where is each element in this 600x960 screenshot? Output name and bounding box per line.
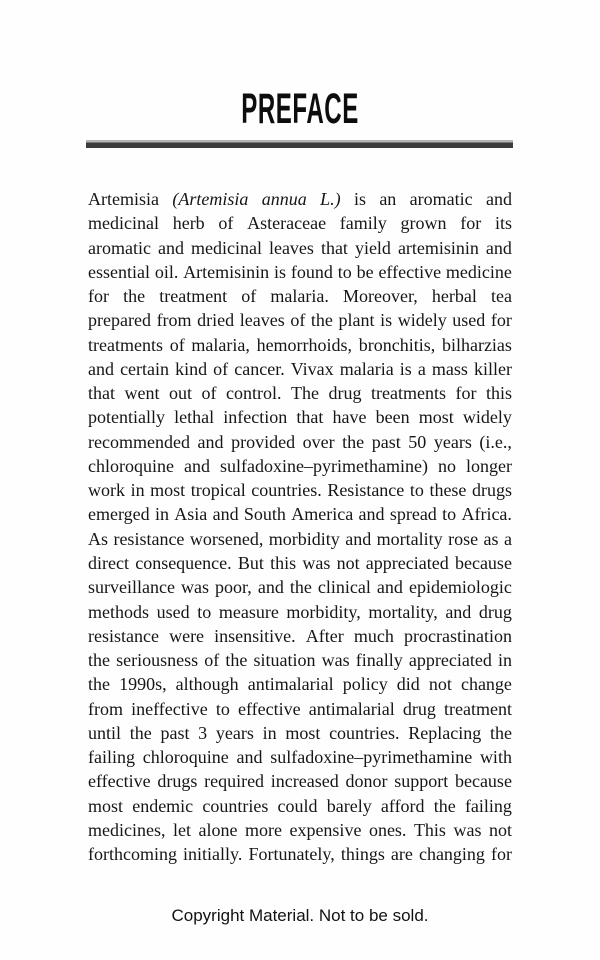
word: sulfadoxine–pyrimethamine) xyxy=(220,455,428,476)
word: Asia xyxy=(174,504,208,525)
word: This xyxy=(413,819,446,840)
word: aromatic xyxy=(88,237,151,258)
word: not xyxy=(488,819,512,840)
paragraph-line xyxy=(88,551,512,575)
title-container xyxy=(0,85,600,133)
word: a xyxy=(503,528,512,549)
word: barely xyxy=(326,795,372,816)
word: have xyxy=(332,407,367,428)
word: and xyxy=(345,528,372,549)
word: chloroquine xyxy=(142,747,229,768)
word: malaria, xyxy=(191,334,250,355)
word: used xyxy=(452,310,486,331)
word: and xyxy=(157,237,184,258)
word: things xyxy=(340,844,385,865)
paragraph-line xyxy=(88,405,512,429)
word: because xyxy=(454,552,512,573)
word: treatment xyxy=(443,698,512,719)
word: most xyxy=(150,480,186,501)
paragraph-line xyxy=(88,357,512,381)
word: and xyxy=(358,504,385,525)
word: years xyxy=(433,431,472,452)
word: Replacing xyxy=(408,722,482,743)
word: for xyxy=(491,844,512,865)
word: was xyxy=(302,552,331,573)
word: in xyxy=(262,722,277,743)
word: appreciated xyxy=(365,552,449,573)
word: medicinal xyxy=(88,213,159,234)
word: artemisinin xyxy=(397,237,479,258)
paragraph-line xyxy=(88,697,512,721)
word: insensitive. xyxy=(214,625,296,646)
word: not xyxy=(336,552,360,573)
word: killer xyxy=(473,358,512,379)
word: leaves xyxy=(239,310,285,331)
word: to xyxy=(442,504,457,525)
word: most xyxy=(88,795,124,816)
word: for xyxy=(455,383,477,404)
word: to xyxy=(409,480,424,501)
word: treatments xyxy=(88,334,163,355)
word: expensive xyxy=(289,819,362,840)
word: to xyxy=(215,698,230,719)
word: drug xyxy=(402,698,436,719)
word: morbidity, xyxy=(286,601,361,622)
word: and xyxy=(236,747,263,768)
paragraph-line xyxy=(88,478,512,502)
word: widely xyxy=(462,407,512,428)
word: treatment xyxy=(159,286,228,307)
word: ineffective xyxy=(131,698,208,719)
word: essential xyxy=(88,261,150,282)
word: although xyxy=(175,674,239,695)
word: initially. xyxy=(183,844,243,865)
word: prepared xyxy=(88,310,151,331)
word: (Artemisia xyxy=(172,189,249,209)
word: aromatic xyxy=(409,189,473,209)
word: were xyxy=(169,625,205,646)
word: antimalarial xyxy=(247,674,334,695)
word: was xyxy=(453,819,482,840)
word: more xyxy=(244,819,282,840)
word: and xyxy=(212,504,239,525)
word: direct xyxy=(88,552,129,573)
word: for xyxy=(88,286,109,307)
word: medicine xyxy=(445,261,512,282)
word: control. xyxy=(226,383,282,404)
word: went xyxy=(124,383,160,404)
word: malaria xyxy=(339,358,394,379)
word: Fortunately, xyxy=(248,844,335,865)
word: longer xyxy=(466,455,512,476)
word: an xyxy=(379,189,397,209)
word: changing xyxy=(418,844,485,865)
word: of xyxy=(204,650,220,671)
paragraph-line xyxy=(88,769,512,793)
word: past xyxy=(160,722,190,743)
word: consequence. xyxy=(135,552,232,573)
word: support xyxy=(394,771,449,792)
word: As xyxy=(88,528,109,549)
word: medicinal xyxy=(190,237,262,258)
word: chloroquine xyxy=(88,455,174,476)
word: Artemisinin xyxy=(183,261,270,282)
word: resistance xyxy=(88,625,159,646)
word: and xyxy=(376,577,403,598)
word: drug xyxy=(328,383,362,404)
paragraph-line xyxy=(88,430,512,454)
word: that xyxy=(88,383,115,404)
paragraph-line xyxy=(88,842,512,866)
word: provided xyxy=(231,431,296,452)
word: emerged xyxy=(88,504,150,525)
word: The xyxy=(291,383,319,404)
word: much xyxy=(353,625,394,646)
word: over xyxy=(302,431,335,452)
word: of xyxy=(213,358,229,379)
paragraph-line xyxy=(88,308,512,332)
word: until xyxy=(88,722,122,743)
word: countries xyxy=(202,795,269,816)
word: infection xyxy=(223,407,288,428)
word: Resistance xyxy=(327,480,405,501)
paragraph-line xyxy=(88,527,512,551)
paragraph-line xyxy=(88,260,512,284)
word: was xyxy=(321,650,350,671)
word: years xyxy=(215,722,254,743)
word: situation xyxy=(253,650,316,671)
word: sulfadoxine–pyrimethamine xyxy=(270,747,473,768)
word: spread xyxy=(389,504,437,525)
word: Vivax xyxy=(290,358,334,379)
word: surveillance xyxy=(88,577,175,598)
word: the xyxy=(123,286,146,307)
word: its xyxy=(494,213,512,234)
word: rose xyxy=(448,528,479,549)
word: past xyxy=(371,431,401,452)
word: most xyxy=(285,722,321,743)
word: with xyxy=(479,747,512,768)
paragraph-line xyxy=(88,648,512,672)
paragraph-line xyxy=(88,333,512,357)
word: 50 xyxy=(408,431,427,452)
word: to xyxy=(197,601,212,622)
word: Africa. xyxy=(461,504,512,525)
word: a xyxy=(417,358,426,379)
word: treatments xyxy=(371,383,446,404)
word: epidemiologic xyxy=(408,577,512,598)
word: effective xyxy=(378,261,442,282)
word: as xyxy=(483,528,499,549)
paragraph-line xyxy=(88,502,512,526)
paragraph-line xyxy=(88,672,512,696)
word: increased xyxy=(270,771,339,792)
word: could xyxy=(277,795,318,816)
word: mortality xyxy=(376,528,443,549)
word: and xyxy=(486,189,512,209)
word: that xyxy=(320,237,348,258)
word: and xyxy=(197,431,224,452)
word: finally xyxy=(355,650,403,671)
word: from xyxy=(88,698,123,719)
word: drug xyxy=(478,601,512,622)
paragraph-line xyxy=(88,818,512,842)
word: But xyxy=(237,552,264,573)
word: poor, xyxy=(215,577,252,598)
word: the xyxy=(433,795,456,816)
word: failing xyxy=(464,795,512,816)
word: and xyxy=(485,237,512,258)
word: measure xyxy=(218,601,279,622)
word: found xyxy=(290,261,333,282)
word: for xyxy=(460,213,482,234)
word: of xyxy=(241,286,257,307)
word: resistance xyxy=(113,528,185,549)
word: tropical xyxy=(190,480,246,501)
word: policy xyxy=(342,674,388,695)
word: and xyxy=(445,601,472,622)
word: alone xyxy=(198,819,238,840)
word: plant xyxy=(338,310,375,331)
word: cancer. xyxy=(234,358,285,379)
word: malaria. xyxy=(270,286,329,307)
word: lethal xyxy=(174,407,215,428)
word: herb xyxy=(172,213,205,234)
word: dried xyxy=(197,310,235,331)
paragraph-line xyxy=(88,381,512,405)
word: drugs xyxy=(471,480,512,501)
word: this xyxy=(270,552,297,573)
word: is xyxy=(353,189,366,209)
paragraph-line xyxy=(88,745,512,769)
word: America xyxy=(291,504,354,525)
word: is xyxy=(380,310,393,331)
word: countries. xyxy=(329,722,400,743)
word: of xyxy=(290,310,306,331)
word: for xyxy=(490,310,512,331)
word: from xyxy=(156,310,192,331)
word: herbal xyxy=(431,286,477,307)
word: been xyxy=(375,407,410,428)
word: no xyxy=(437,455,456,476)
word: kind xyxy=(175,358,208,379)
word: the xyxy=(342,431,365,452)
paragraph-line xyxy=(88,794,512,818)
word: the xyxy=(88,650,110,671)
word: in xyxy=(497,650,512,671)
word: methods xyxy=(88,601,149,622)
word: that xyxy=(296,407,324,428)
word: the xyxy=(129,722,152,743)
word: recommended xyxy=(88,431,190,452)
word: mortality, xyxy=(368,601,438,622)
word: are xyxy=(390,844,413,865)
word: oil. xyxy=(154,261,179,282)
word: most xyxy=(418,407,454,428)
word: because xyxy=(454,771,512,792)
word: the xyxy=(489,722,512,743)
word: bronchitis, xyxy=(358,334,436,355)
word: did xyxy=(396,674,420,695)
word: widely xyxy=(397,310,447,331)
paragraph-line xyxy=(88,721,512,745)
word: and xyxy=(184,455,210,476)
word: and xyxy=(88,358,114,379)
word: these xyxy=(429,480,467,501)
word: of xyxy=(201,383,217,404)
word: countries. xyxy=(251,480,322,501)
word: procrastination xyxy=(403,625,512,646)
word: in xyxy=(154,504,169,525)
word: Moreover, xyxy=(342,286,418,307)
word: potentially xyxy=(88,407,165,428)
paragraph-line xyxy=(88,575,512,599)
word: mass xyxy=(431,358,468,379)
word: worsened, xyxy=(189,528,264,549)
word: Asteraceae xyxy=(247,213,327,234)
paragraph-line xyxy=(88,187,512,211)
word: ones. xyxy=(368,819,407,840)
word: appreciated xyxy=(408,650,492,671)
word: family xyxy=(339,213,387,234)
word: out xyxy=(169,383,193,404)
word: effective xyxy=(88,771,151,792)
word: After xyxy=(305,625,344,646)
word: bilharzias xyxy=(441,334,512,355)
word: donor xyxy=(345,771,388,792)
preface-paragraph xyxy=(88,187,512,866)
word: grown xyxy=(400,213,447,234)
word: the xyxy=(289,577,312,598)
paragraph-line xyxy=(88,236,512,260)
word: hemorrhoids, xyxy=(256,334,353,355)
copyright-notice: Copyright Material. Not to be sold. xyxy=(171,906,429,925)
word: endemic xyxy=(132,795,194,816)
word: is xyxy=(399,358,412,379)
word: morbidity xyxy=(268,528,340,549)
word: the xyxy=(225,650,248,671)
word: not xyxy=(428,674,452,695)
word: 3 xyxy=(198,722,208,743)
word: is xyxy=(274,261,287,282)
word: leaves xyxy=(268,237,314,258)
paragraph-line xyxy=(88,600,512,624)
word: in xyxy=(130,480,145,501)
paragraph-line xyxy=(88,211,512,235)
word: required xyxy=(204,771,265,792)
word: afford xyxy=(380,795,425,816)
word: forthcoming xyxy=(88,844,177,865)
word: seriousness xyxy=(116,650,199,671)
paragraph-line xyxy=(88,624,512,648)
word: Artemisia xyxy=(88,189,159,209)
word: of xyxy=(218,213,234,234)
word: (i.e., xyxy=(479,431,512,452)
word: the xyxy=(310,310,333,331)
word: effective xyxy=(238,698,301,719)
word: yield xyxy=(354,237,391,258)
word: used xyxy=(156,601,190,622)
word: South xyxy=(243,504,286,525)
word: the xyxy=(88,674,110,695)
word: medicines, xyxy=(88,819,166,840)
word: tea xyxy=(490,286,512,307)
word: antimalarial xyxy=(308,698,395,719)
word: annua xyxy=(261,189,307,209)
word: be xyxy=(356,261,374,282)
word: 1990s, xyxy=(119,674,167,695)
paragraph-line xyxy=(88,284,512,308)
page-title: PREFACE xyxy=(241,85,359,133)
title-divider xyxy=(86,140,513,148)
word: change xyxy=(460,674,512,695)
word: of xyxy=(169,334,185,355)
word: and xyxy=(257,577,284,598)
word: L.) xyxy=(320,189,341,209)
word: to xyxy=(337,261,352,282)
word: clinical xyxy=(317,577,371,598)
word: work xyxy=(88,480,125,501)
word: let xyxy=(172,819,191,840)
word: was xyxy=(181,577,209,598)
word: drugs xyxy=(157,771,198,792)
word: certain xyxy=(120,358,170,379)
paragraph-line xyxy=(88,454,512,478)
word: this xyxy=(485,383,512,404)
word: failing xyxy=(88,747,135,768)
